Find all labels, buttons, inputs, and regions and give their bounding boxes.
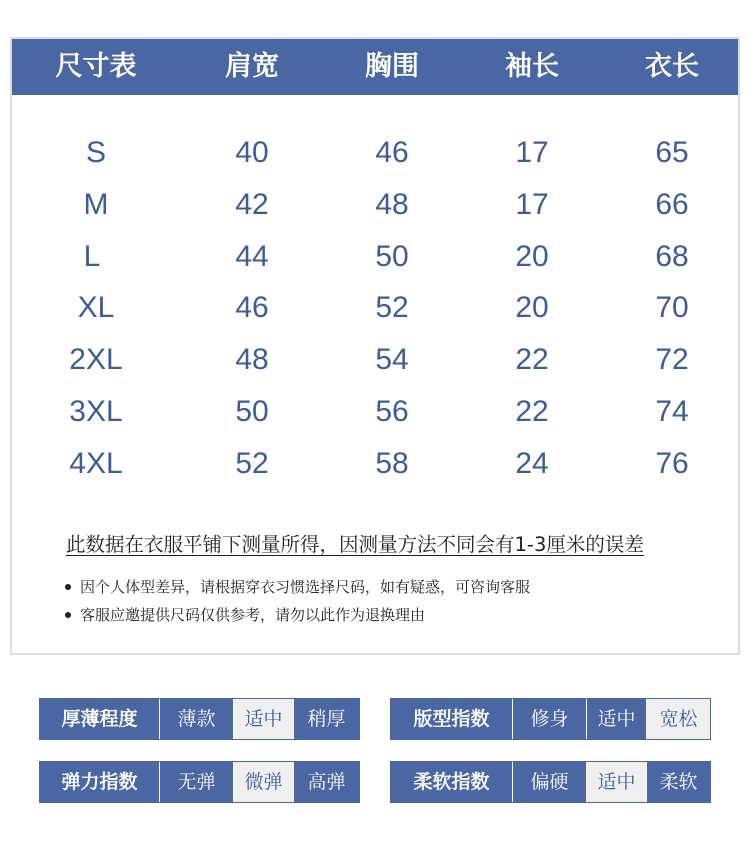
sleeve-cell: 20 [515, 291, 549, 324]
fit-option-slim[interactable]: 修身 [513, 699, 587, 739]
length-cell: 66 [655, 188, 689, 221]
chest-cell: 54 [375, 343, 409, 376]
size-cell: S [85, 136, 106, 169]
fit-label: 版型指数 [391, 699, 513, 739]
tip-text: 客服应邀提供尺码仅供参考，请勿以此作为退换理由 [80, 606, 426, 624]
elasticity-option-slight[interactable]: 微弹 [234, 762, 294, 802]
chest-cell: 58 [375, 447, 409, 480]
size-cell: M [83, 188, 109, 221]
header-length: 衣长 [645, 51, 699, 82]
softness-label: 柔软指数 [391, 762, 513, 802]
sleeve-cell: 22 [515, 343, 549, 376]
sleeve-cell: 20 [515, 240, 549, 273]
shoulder-cell: 52 [235, 447, 269, 480]
elasticity-option-high[interactable]: 高弹 [294, 762, 359, 802]
table-row [12, 133, 738, 173]
chest-cell: 52 [375, 291, 409, 324]
thickness-selector [39, 698, 360, 740]
thickness-label: 厚薄程度 [40, 699, 160, 739]
size-cell: 3XL [69, 395, 123, 428]
shoulder-cell: 48 [235, 343, 269, 376]
fit-selector [390, 698, 711, 740]
size-cell: L [83, 240, 101, 273]
table-row [12, 288, 738, 328]
length-cell: 72 [655, 343, 689, 376]
shoulder-cell: 50 [235, 395, 269, 428]
sleeve-cell: 17 [515, 188, 549, 221]
chest-cell: 56 [375, 395, 409, 428]
elasticity-option-none[interactable]: 无弹 [160, 762, 234, 802]
fit-option-loose[interactable]: 宽松 [647, 699, 710, 739]
thickness-option-thin[interactable]: 薄款 [160, 699, 234, 739]
size-chart-card [10, 37, 740, 655]
table-row [12, 237, 738, 277]
table-row [12, 444, 738, 484]
chest-cell: 46 [375, 136, 409, 169]
tips-list [62, 573, 530, 629]
size-cell: 2XL [69, 343, 123, 376]
length-cell: 74 [655, 395, 689, 428]
length-cell: 76 [655, 447, 689, 480]
length-cell: 65 [655, 136, 689, 169]
header-size: 尺寸表 [55, 51, 137, 82]
table-row [12, 392, 738, 432]
softness-option-medium[interactable]: 适中 [587, 762, 647, 802]
table-row [12, 340, 738, 380]
elasticity-selector [39, 761, 360, 803]
chest-cell: 50 [375, 240, 409, 273]
header-chest: 胸围 [365, 51, 419, 82]
thickness-option-thick[interactable]: 稍厚 [294, 699, 359, 739]
bullet-icon [65, 584, 71, 590]
list-item [62, 601, 530, 629]
chest-cell: 48 [375, 188, 409, 221]
table-row [12, 185, 738, 225]
header-shoulder: 肩宽 [225, 51, 279, 82]
length-cell: 70 [655, 291, 689, 324]
shoulder-cell: 46 [235, 291, 269, 324]
sleeve-cell: 24 [515, 447, 549, 480]
shoulder-cell: 40 [235, 136, 269, 169]
tip-text: 因个人体型差异，请根据穿衣习惯选择尺码，如有疑惑，可咨询客服 [80, 578, 531, 596]
shoulder-cell: 42 [235, 188, 269, 221]
softness-option-soft[interactable]: 柔软 [647, 762, 710, 802]
shoulder-cell: 44 [235, 240, 269, 273]
softness-selector [390, 761, 711, 803]
thickness-option-medium[interactable]: 适中 [234, 699, 294, 739]
measurement-note: 此数据在衣服平铺下测量所得，因测量方法不同会有1-3厘米的误差 [66, 533, 644, 556]
size-cell: XL [77, 291, 115, 324]
list-item [62, 573, 530, 601]
header-sleeve: 袖长 [505, 51, 559, 82]
size-cell: 4XL [69, 447, 123, 480]
length-cell: 68 [655, 240, 689, 273]
sleeve-cell: 22 [515, 395, 549, 428]
elasticity-label: 弹力指数 [40, 762, 160, 802]
sleeve-cell: 17 [515, 136, 549, 169]
size-chart-header [12, 39, 738, 95]
fit-option-regular[interactable]: 适中 [587, 699, 647, 739]
softness-option-firm[interactable]: 偏硬 [513, 762, 587, 802]
bullet-icon [65, 612, 71, 618]
